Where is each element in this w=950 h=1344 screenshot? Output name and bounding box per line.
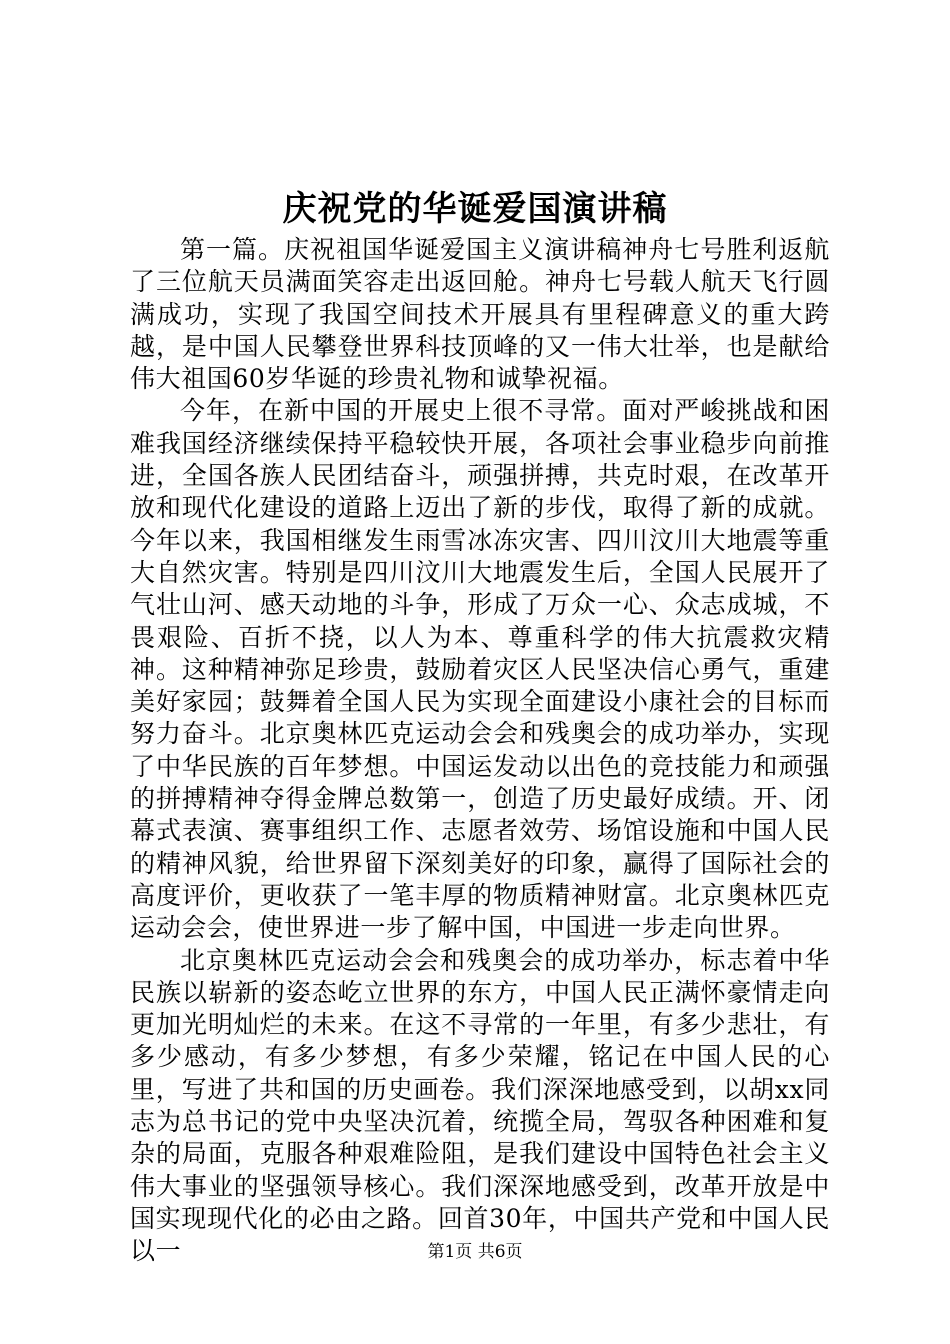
paragraph-2: 今年，在新中国的开展史上很不寻常。面对严峻挑战和困难我国经济继续保持平稳较快开展，各项社会事业稳步向前推进，全国各族人民团结奋斗，顽强拼搏，共克时艰，在改革开放和现代化建设的道路上迈出了新的步伐，取得了新的成就。今年以来，我国相继发生雨雪冰冻灾害、四川汶川大地震等重大自然灾害。特别是四川汶川大地震发生后，全国人民展开了气壮山河、感天动地的斗争，形成了万众一心、众志成城，不畏艰险、百折不挠，以人为本、尊重科学的伟大抗震救灾精神。这种精神弥足珍贵，鼓励着灾区人民坚决信心勇气，重建美好家园；鼓舞着全国人民为实现全面建设小康社会的目标而努力奋斗。北京奥林匹克运动会会和残奥会的成功举办，实现了中华民族的百年梦想。中国运发动以出色的竞技能力和顽强的拼搏精神夺得金牌总数第一，创造了历史最好成绩。开、闭幕式表演、赛事组织工作、志愿者效劳、场馆设施和中国人民的精神风貌，给世界留下深刻美好的印象，赢得了国际社会的高度评价，更收获了一笔丰厚的物质精神财富。北京奥林匹克运动会会，使世界进一步了解中国，中国进一步走向世界。 [130, 396, 830, 943]
paragraph-1: 第一篇。庆祝祖国华诞爱国主义演讲稿神舟七号胜利返航了三位航天员满面笑容走出返回舱。神舟七号载人航天飞行圆满成功，实现了我国空间技术开展具有里程碑意义的重大跨越，是中国人民攀登世界科技顶峰的又一伟大壮举，也是献给伟大祖国60岁华诞的珍贵礼物和诚挚祝福。 [130, 235, 830, 394]
document-body [130, 234, 830, 1268]
page-footer: 第1页 共6页 [427, 1242, 523, 1262]
document-title: 庆祝党的华诞爱国演讲稿 [282, 189, 668, 229]
paragraph-3: 北京奥林匹克运动会会和残奥会的成功举办，标志着中华民族以崭新的姿态屹立世界的东方，中国人民正满怀豪情走向更加光明灿烂的未来。在这不寻常的一年里，有多少悲壮，有多少感动，有多少梦想，有多少荣耀，铭记在中国人民的心里，写进了共和国的历史画卷。我们深深地感受到，以胡xx同志为总书记的党中央坚决沉着，统揽全局，驾驭各种困难和复杂的局面，克服各种艰难险阻，是我们建设中国特色社会主义伟大事业的坚强领导核心。我们深深地感受到，改革开放是中国实现现代化的必由之路。回首30年，中国共产党和中国人民以一 [130, 945, 830, 1266]
